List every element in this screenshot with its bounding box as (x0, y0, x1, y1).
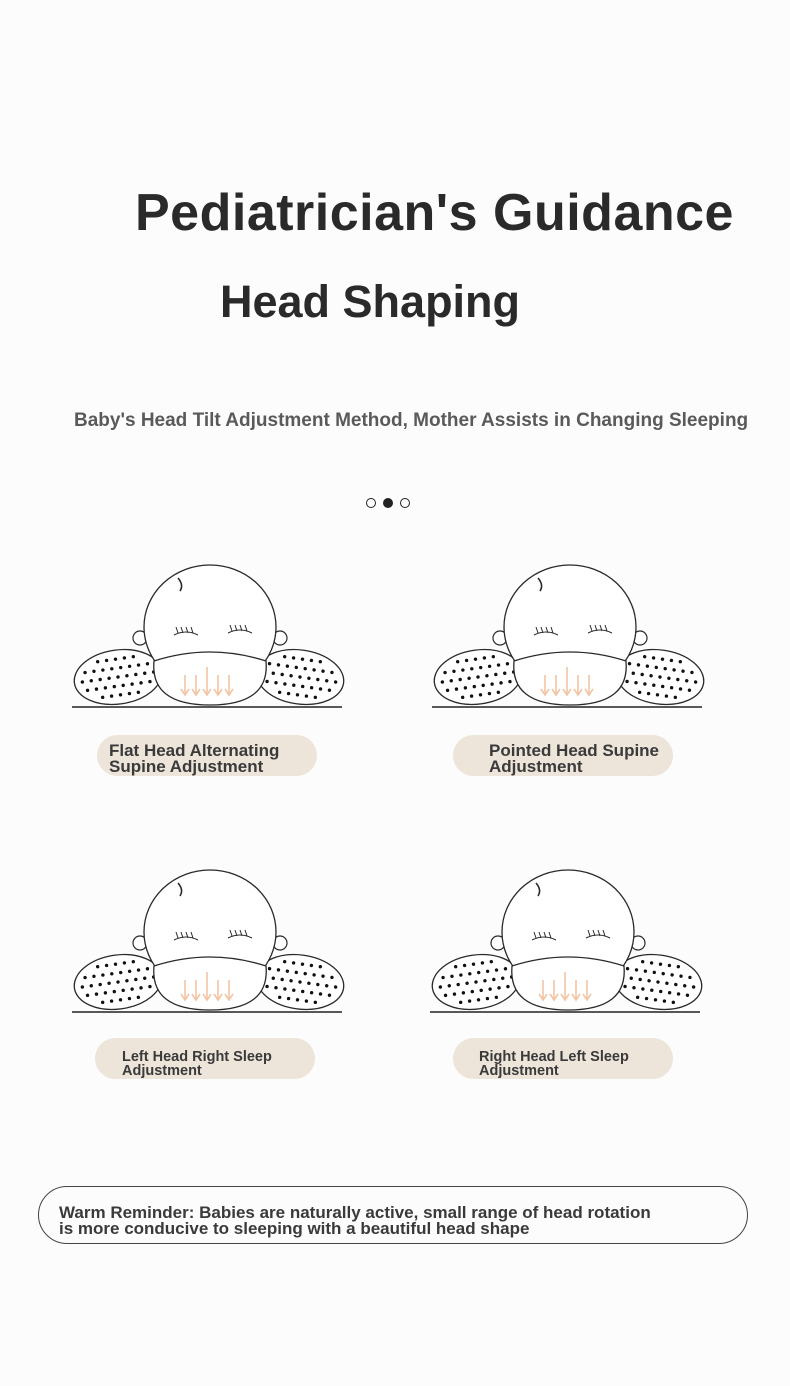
reminder-line1: Warm Reminder: Babies are naturally active, small range of head rotation (59, 1203, 651, 1222)
card-label-line2: Adjustment (479, 1063, 559, 1079)
carousel-indicator (366, 498, 410, 508)
baby-head-illustration-pointed (430, 555, 710, 715)
tagline: Baby's Head Tilt Adjustment Method, Mother Assists in Changing Sleeping (74, 410, 749, 431)
reminder-line2: is more conducive to sleeping with a beautiful head shape (59, 1219, 530, 1238)
card-label-line1: Right Head Left Sleep (479, 1049, 629, 1065)
page-title: Pediatrician's Guidance (135, 184, 734, 242)
card-label-right-head (453, 1038, 673, 1079)
card-label-flat-head (97, 735, 317, 776)
page-subtitle: Head Shaping (220, 276, 521, 327)
baby-head-illustration-flat (70, 555, 350, 715)
card-label-line1: Flat Head Alternating (109, 741, 280, 760)
carousel-dot-3[interactable] (400, 498, 410, 508)
card-label-line2: Supine Adjustment (109, 757, 264, 776)
card-label-pointed-head (453, 735, 673, 776)
carousel-dot-1[interactable] (366, 498, 376, 508)
card-label-left-head (95, 1038, 315, 1079)
card-label-line1: Left Head Right Sleep (122, 1049, 272, 1065)
baby-head-illustration-right (428, 860, 708, 1020)
warm-reminder-box (38, 1186, 748, 1244)
card-label-line1: Pointed Head Supine (489, 741, 660, 760)
card-label-line2: Adjustment (122, 1063, 202, 1079)
baby-head-illustration-left (70, 860, 350, 1020)
card-label-line2: Adjustment (489, 757, 583, 776)
carousel-dot-2[interactable] (383, 498, 393, 508)
